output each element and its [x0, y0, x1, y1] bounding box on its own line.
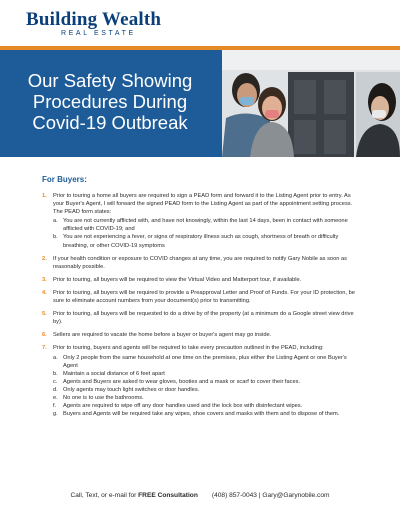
item-text: Prior to touring, all buyers will be required to provide a Preapproval Letter and Proof of Funds. For your ID protection, be sure to eliminate account numbers from your document(s) prior to transmitting.: [53, 289, 355, 305]
brand-logo-tagline: REAL ESTATE: [61, 30, 136, 37]
item-number: 4.: [42, 289, 47, 296]
list-item: [42, 310, 362, 326]
procedure-list: [42, 192, 362, 418]
list-item: [42, 276, 362, 284]
sub-list: [53, 354, 362, 419]
banner-title-line: Procedures During: [32, 91, 188, 112]
sub-item-letter: e.: [53, 394, 58, 401]
sub-item-letter: f.: [53, 403, 57, 410]
item-number: 5.: [42, 311, 47, 318]
hero-photo: [222, 50, 400, 157]
sub-list-item: [53, 354, 362, 370]
item-number: 1.: [42, 193, 47, 199]
sub-item-text: Maintain a social distance of 6 feet apart: [63, 370, 165, 377]
sub-item-text: Buyers and Agents will be required take any wipes, shoe covers and masks with them and to dispose of them.: [63, 411, 340, 418]
sub-item-letter: b.: [53, 370, 58, 377]
footer-cta: FREE Consultation: [138, 492, 198, 499]
list-item: [42, 344, 362, 418]
item-text: Prior to touring, all buyers will be required to view the Virtual Video and Matterport tour, if available.: [53, 276, 302, 283]
sub-list-item: [53, 233, 362, 249]
sub-item-text: You are not experiencing a fever, or signs of respiratory illness such as cough, shortness of breath or difficulty breathing, or other COVID-19 symptoms: [63, 234, 339, 249]
sub-list-item: [53, 378, 362, 386]
section-title: For Buyers:: [42, 175, 87, 184]
page-header: [0, 0, 400, 46]
sub-list-item: [53, 410, 362, 418]
sub-item-text: Agents are required to wipe off any door handles used and the lock box with disinfectant wipes.: [63, 403, 303, 410]
item-text: Prior to touring, buyers and agents will be required to take every precaution outlined in the PEAD, including:: [53, 345, 324, 352]
item-number: 7.: [42, 345, 47, 352]
footer-contact: (408) 857-0043 | Gary@Garynobile.com: [211, 492, 330, 499]
sub-item-letter: a.: [53, 218, 58, 225]
item-number: 2.: [42, 255, 47, 262]
sub-item-letter: b.: [53, 234, 58, 241]
sub-item-text: You are not currently afflicted with, and have not knowingly, within the last 14 days, been in contact with someone afflicted with COVID-19; and: [63, 218, 348, 233]
sub-list-item: [53, 386, 362, 394]
item-text: Sellers are required to vacate the home before a buyer or buyer's agent may go inside.: [53, 332, 272, 339]
banner-title-line: Covid-19 Outbreak: [32, 112, 188, 133]
footer-prefix: Call, Text, or e-mail for: [70, 492, 139, 499]
sub-list-item: [53, 402, 362, 410]
sub-list: [53, 217, 362, 249]
item-text: If your health condition or exposure to COVID changes at any time, you are required to notify Gary Nobile as soon as reasonably possible.: [53, 255, 348, 270]
sub-list-item: [53, 370, 362, 378]
contact-footer: [0, 492, 400, 499]
sub-item-text: Only 2 people from the same household at one time on the premises, plus either the Listing Agent or one Buyer's Agent: [63, 354, 347, 369]
sub-item-letter: g.: [53, 411, 58, 418]
sub-item-text: Only agents may touch light switches or door handles.: [63, 386, 200, 393]
item-text: Prior to touring a home all buyers are required to sign a PEAD form and forward it to the Listing Agent prior to entry. As your Buyer's Agent, I will forward the signed PEAD form to the Listing Agent as part of the appointment setting process. The PEAD form states:: [53, 193, 353, 216]
sub-item-letter: d.: [53, 386, 58, 393]
sub-item-letter: c.: [53, 378, 58, 385]
item-number: 3.: [42, 276, 47, 283]
list-item: [42, 331, 362, 339]
buyer-procedures: [42, 175, 362, 423]
sub-item-text: No one is to use the bathrooms.: [63, 394, 144, 401]
brand-logo-name: Building Wealth: [26, 9, 162, 30]
item-number: 6.: [42, 332, 47, 339]
list-item: [42, 192, 362, 250]
sub-item-letter: a.: [53, 354, 58, 361]
list-item: [42, 255, 362, 271]
item-text: Prior to touring, all buyers will be requested to do a drive by of the property (at a minimum do a Google street view drive by).: [53, 311, 354, 326]
masked-people-at-door-image: [222, 50, 400, 157]
sub-list-item: [53, 217, 362, 233]
list-item: [42, 289, 362, 305]
banner-title-line: Our Safety Showing: [27, 70, 193, 91]
sub-list-item: [53, 394, 362, 402]
banner-title: [10, 70, 210, 133]
sub-item-text: Agents and Buyers are asked to wear gloves, booties and a mask or scarf to cover their faces.: [63, 378, 301, 385]
